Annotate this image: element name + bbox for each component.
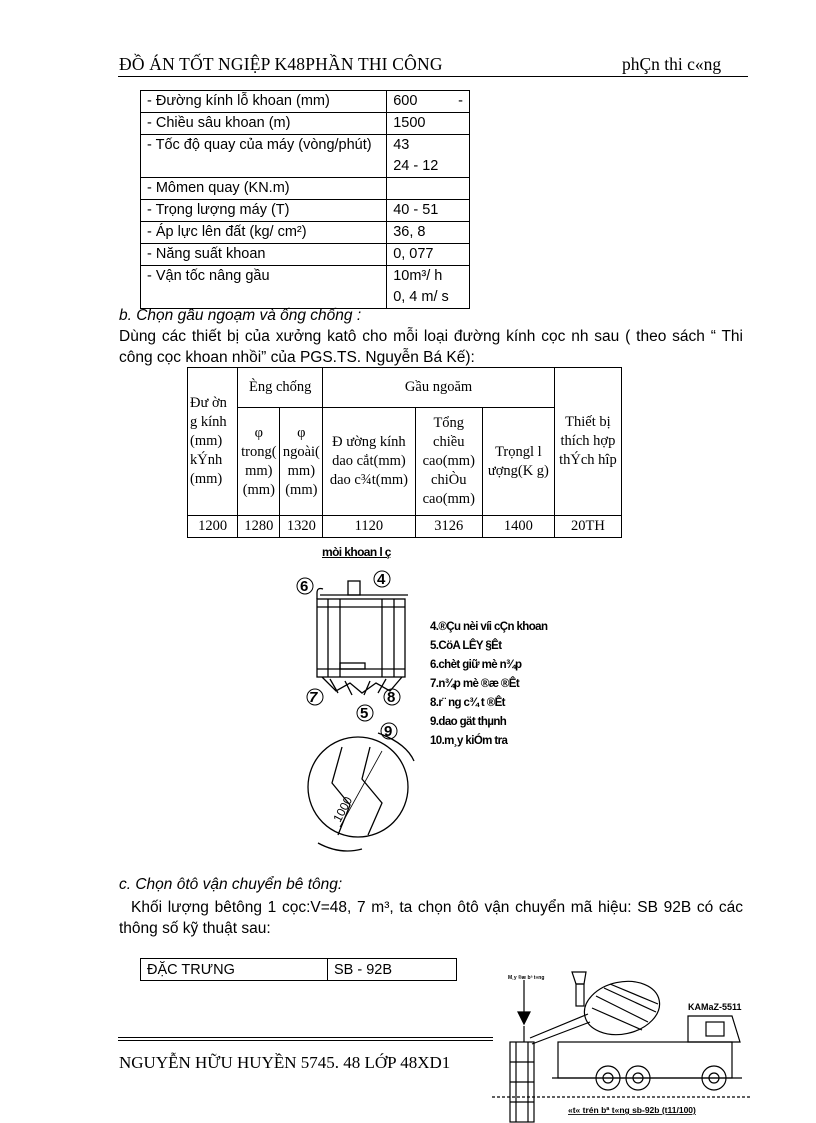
legend-item: 4.®Çu nèi víi cÇn khoan xyxy=(430,621,548,633)
cell: 1200 xyxy=(188,516,238,538)
spec-label: - Áp lực lên đất (kg/ cm²) xyxy=(141,222,387,244)
callout-7: 7 xyxy=(309,689,318,706)
table-row xyxy=(141,266,470,309)
legend-item: 5.CöA LÊY §Êt xyxy=(430,640,502,652)
callout-6: 6 xyxy=(300,578,309,595)
header-bucket: Gầu ngoăm xyxy=(323,368,555,408)
footer-author: NGUYỄN HỮU HUYỀN 5745. 48 LỚP 48XD1 xyxy=(119,1053,451,1072)
footer-rule xyxy=(118,1037,493,1038)
legend-item: 7.n¾p mè ®æ ®Êt xyxy=(430,678,520,690)
figure-title: mòi khoan l ç xyxy=(322,545,391,559)
spec-label: - Trọng lượng máy (T) xyxy=(141,200,387,222)
spec-value xyxy=(387,178,470,200)
spec-value: 40 - 51 xyxy=(387,200,470,222)
spec-label: - Năng suất khoan xyxy=(141,244,387,266)
cell: 1280 xyxy=(238,516,280,538)
table-row xyxy=(141,113,470,135)
section-b-paragraph: Dùng các thiết bị của xưởng katô cho mỗi loại đường kính cọc nh sau ( theo sách “ Thi công cọc khoan nhồi” của PGS.TS. Nguyễn Bá Kế): xyxy=(119,328,743,366)
spec-value: 43 24 - 12 xyxy=(387,135,470,178)
cell: 3126 xyxy=(415,516,482,538)
cell: 1400 xyxy=(482,516,554,538)
spec-label: - Chiều sâu khoan (m) xyxy=(141,113,387,135)
footer-rule-2 xyxy=(118,1040,493,1041)
header-blade: Đ ường kính dao cắt(mm) dao c¾t(mm) xyxy=(323,408,415,516)
legend-item: 10.m¸y kiÓm tra xyxy=(430,735,508,747)
spec-label-text: - Tốc độ quay của máy (vòng/phút) xyxy=(147,137,372,153)
header-weight: Trọngl l ượng(K g) xyxy=(482,408,554,516)
figure-legend xyxy=(430,618,547,751)
spec-value: 10m³/ h 0, 4 m/ s xyxy=(387,266,470,309)
header-diameter: Đư ờn g kính (mm) kÝnh (mm) xyxy=(188,368,238,516)
spec-value: 36, 8 xyxy=(387,222,470,244)
table-row xyxy=(141,244,470,266)
callout-4: 4 xyxy=(377,571,386,588)
spec-value: 0, 077 xyxy=(387,244,470,266)
table-row xyxy=(141,200,470,222)
table-row xyxy=(141,135,470,178)
truck-model-label: KAMaZ-5511 xyxy=(688,1002,742,1012)
cell: 20TH xyxy=(554,516,621,538)
spec-label: - Mômen quay (KN.m) xyxy=(141,178,387,200)
machine-spec-table xyxy=(140,90,470,309)
table-row xyxy=(188,516,622,538)
spec-header-model: SB - 92B xyxy=(328,959,457,981)
header-outer: φ ngoài( mm) (mm) xyxy=(280,408,323,516)
concrete-truck-drawing xyxy=(492,966,750,1123)
legend-item: 8.r¨ ng c¾ t ®Êt xyxy=(430,697,505,709)
spec-header-label: ĐẶC TRƯNG xyxy=(141,959,328,981)
dimension-label: 1000 xyxy=(330,794,356,825)
table-row xyxy=(141,178,470,200)
header-rule xyxy=(118,76,748,77)
section-b-heading: b. Chọn gầu ngoạm và ống chống : xyxy=(119,307,362,324)
table-row xyxy=(141,91,470,113)
connector-shape xyxy=(348,581,360,595)
spec-dash: - xyxy=(458,93,463,109)
section-c-paragraph: Khối lượng bêtông 1 cọc:V=48, 7 m³, ta chọn ôtô vận chuyển mã hiệu: SB 92B có các thông số kỹ thuật sau: xyxy=(119,899,743,937)
callout-9: 9 xyxy=(384,723,393,740)
equipment-table xyxy=(187,367,622,538)
cell: 1320 xyxy=(280,516,323,538)
header-title: ĐỒ ÁN TỐT NGIỆP K48PHẦN THI CÔNG xyxy=(119,54,443,74)
spec-label: - Đường kính lỗ khoan (mm) xyxy=(141,91,387,113)
header-casing: Èng chống xyxy=(238,368,323,408)
truck-caption: «t« trén bª t«ng sb-92b (t11/100) xyxy=(568,1105,696,1115)
header-inner: φ trong( mm) (mm) xyxy=(238,408,280,516)
header-section: phÇn thi c«ng xyxy=(622,54,722,74)
legend-item: 6.chèt giữ mè n¾p xyxy=(430,659,522,671)
spec-value: 600 xyxy=(393,93,418,109)
callout-8: 8 xyxy=(387,689,396,706)
truck-label-top: M¸y ®æ bª t«ng xyxy=(508,975,545,981)
callout-5: 5 xyxy=(360,705,369,722)
spec-label xyxy=(141,135,387,178)
header-device: Thiết bị thích hợp thÝch hîp xyxy=(554,368,621,516)
drill-bucket-drawing xyxy=(290,565,430,855)
table-row xyxy=(141,959,457,981)
spec-value: 1500 xyxy=(387,113,470,135)
table-row xyxy=(188,368,622,408)
cell: 1120 xyxy=(323,516,415,538)
truck-spec-table xyxy=(140,958,457,981)
header-height: Tổng chiều cao(mm) chiÒu cao(mm) xyxy=(415,408,482,516)
legend-item: 9.dao gät thµnh xyxy=(430,716,507,728)
section-c-heading: c. Chọn ôtô vận chuyển bê tông: xyxy=(119,876,343,893)
spec-label: - Vận tốc nâng gầu xyxy=(141,266,387,309)
table-row xyxy=(141,222,470,244)
